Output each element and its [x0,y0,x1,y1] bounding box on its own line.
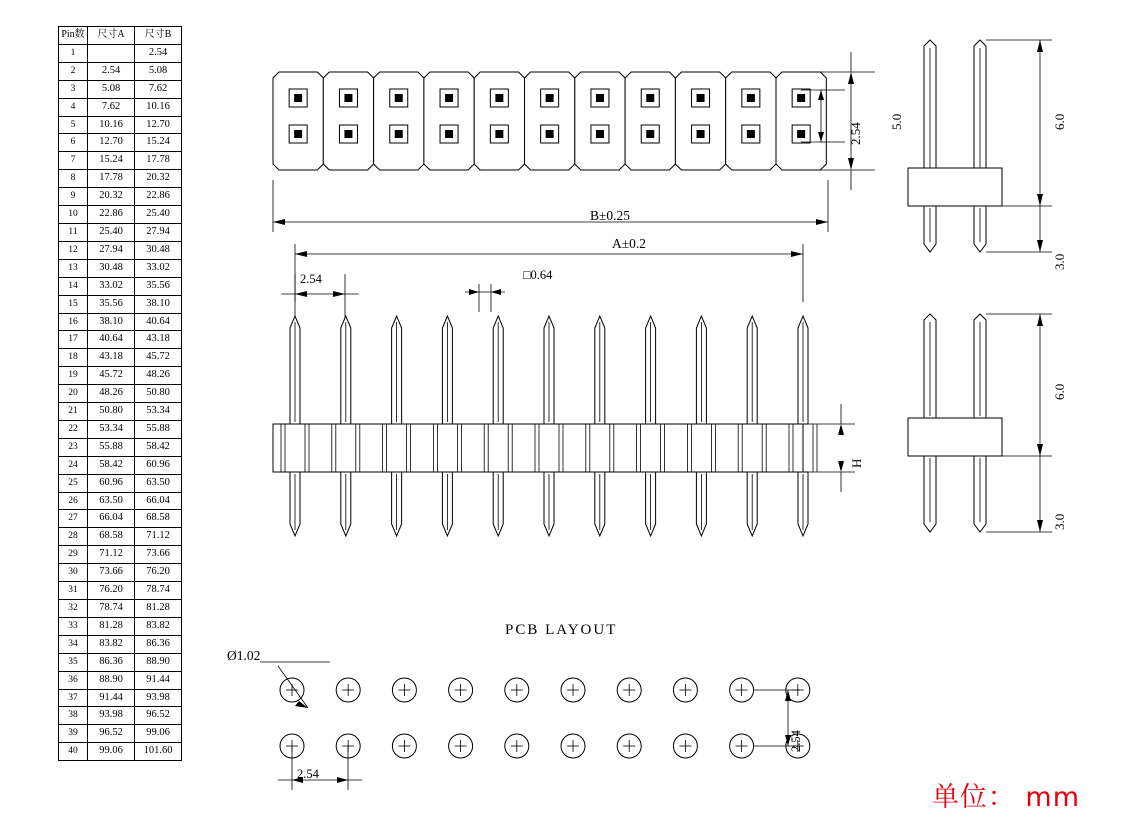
cell-dim-b: 99.06 [135,725,182,743]
pin-dimension-table [58,26,182,761]
cell-dim-a [88,44,135,62]
cell-dim-a: 10.16 [88,116,135,134]
top-view-width-label: 5.0 [889,113,904,130]
cell-pin-count: 24 [59,456,88,474]
table-row [59,313,182,331]
cell-dim-b: 63.50 [135,474,182,492]
table-row [59,277,182,295]
cell-pin-count: 29 [59,546,88,564]
cell-pin-count: 7 [59,152,88,170]
cell-dim-a: 17.78 [88,170,135,188]
cell-pin-count: 10 [59,206,88,224]
unit-note: 单位： mm [931,782,1080,813]
cell-dim-b: 40.64 [135,313,182,331]
cell-pin-count: 12 [59,241,88,259]
table-row [59,725,182,743]
cell-dim-a: 7.62 [88,98,135,116]
cell-dim-a: 66.04 [88,510,135,528]
cell-dim-b: 50.80 [135,385,182,403]
cell-dim-b: 76.20 [135,564,182,582]
cell-dim-a: 68.58 [88,528,135,546]
table-row [59,600,182,618]
cell-pin-count: 22 [59,420,88,438]
cell-pin-count: 6 [59,134,88,152]
table-row [59,44,182,62]
table-row [59,403,182,421]
table-header-row [59,27,182,45]
cell-dim-b: 73.66 [135,546,182,564]
side-top-lower-label: 3.0 [1052,253,1067,270]
pcb-pitch-y-label: 2.54 [789,730,803,752]
cell-dim-b: 30.48 [135,241,182,259]
cell-dim-b: 17.78 [135,152,182,170]
cell-dim-b: 27.94 [135,223,182,241]
cell-pin-count: 16 [59,313,88,331]
side-view-top-drawing [900,28,1100,268]
table-row [59,420,182,438]
cell-dim-a: 93.98 [88,707,135,725]
cell-dim-b: 86.36 [135,635,182,653]
cell-dim-b: 2.54 [135,44,182,62]
cell-pin-count: 17 [59,331,88,349]
front-view-drawing [255,232,875,552]
cell-pin-count: 33 [59,617,88,635]
cell-dim-a: 91.44 [88,689,135,707]
cell-dim-b: 88.90 [135,653,182,671]
pcb-layout-title: PCB LAYOUT [505,622,618,638]
cell-dim-a: 60.96 [88,474,135,492]
cell-dim-a: 45.72 [88,367,135,385]
cell-dim-b: 15.24 [135,134,182,152]
cell-pin-count: 35 [59,653,88,671]
cell-dim-a: 99.06 [88,743,135,761]
cell-pin-count: 37 [59,689,88,707]
cell-dim-a: 15.24 [88,152,135,170]
cell-pin-count: 5 [59,116,88,134]
cell-dim-b: 78.74 [135,582,182,600]
cell-dim-a: 12.70 [88,134,135,152]
cell-dim-a: 78.74 [88,600,135,618]
front-view-pitch-label: 2.54 [300,272,322,286]
cell-dim-a: 25.40 [88,223,135,241]
cell-dim-a: 2.54 [88,62,135,80]
cell-dim-a: 20.32 [88,188,135,206]
table-row [59,671,182,689]
cell-dim-a: 27.94 [88,241,135,259]
cell-pin-count: 20 [59,385,88,403]
cell-dim-a: 86.36 [88,653,135,671]
cell-pin-count: 15 [59,295,88,313]
side-bottom-upper-label: 6.0 [1052,383,1067,400]
table-row [59,80,182,98]
front-view-height-label: H [849,458,864,468]
table-row [59,438,182,456]
table-row [59,492,182,510]
table-row [59,510,182,528]
cell-dim-a: 81.28 [88,617,135,635]
pcb-layout-drawing [230,648,830,808]
cell-pin-count: 25 [59,474,88,492]
top-view-pitch-label: 2.54 [848,122,863,145]
table-header-dim-b: 尺寸B [135,27,182,45]
cell-dim-a: 83.82 [88,635,135,653]
cell-dim-a: 55.88 [88,438,135,456]
table-row [59,456,182,474]
table-row [59,546,182,564]
cell-pin-count: 4 [59,98,88,116]
cell-pin-count: 9 [59,188,88,206]
table-row [59,689,182,707]
cell-pin-count: 11 [59,223,88,241]
cell-dim-b: 5.08 [135,62,182,80]
cell-dim-b: 43.18 [135,331,182,349]
table-row [59,635,182,653]
cell-dim-b: 83.82 [135,617,182,635]
cell-dim-a: 38.10 [88,313,135,331]
table-row [59,223,182,241]
cell-dim-a: 96.52 [88,725,135,743]
cell-dim-a: 76.20 [88,582,135,600]
pcb-pitch-x-label: 2.54 [297,767,319,781]
cell-dim-b: 35.56 [135,277,182,295]
cell-dim-b: 22.86 [135,188,182,206]
table-row [59,617,182,635]
top-view-drawing [255,32,875,232]
table-row [59,206,182,224]
cell-dim-a: 50.80 [88,403,135,421]
cell-dim-b: 12.70 [135,116,182,134]
cell-dim-a: 48.26 [88,385,135,403]
table-row [59,62,182,80]
cell-dim-a: 53.34 [88,420,135,438]
cell-dim-b: 38.10 [135,295,182,313]
cell-dim-a: 5.08 [88,80,135,98]
table-row [59,188,182,206]
cell-dim-b: 45.72 [135,349,182,367]
table-row [59,385,182,403]
cell-dim-b: 48.26 [135,367,182,385]
cell-pin-count: 1 [59,44,88,62]
cell-dim-b: 55.88 [135,420,182,438]
cell-pin-count: 40 [59,743,88,761]
cell-dim-a: 88.90 [88,671,135,689]
table-row [59,295,182,313]
cell-dim-a: 22.86 [88,206,135,224]
side-top-upper-label: 6.0 [1052,113,1067,130]
cell-dim-b: 25.40 [135,206,182,224]
front-view-overall-label: A±0.2 [612,236,647,251]
cell-pin-count: 13 [59,259,88,277]
cell-dim-a: 40.64 [88,331,135,349]
front-view-pin-square-label: □0.64 [523,268,553,282]
table-row [59,170,182,188]
cell-dim-a: 43.18 [88,349,135,367]
cell-pin-count: 3 [59,80,88,98]
cell-pin-count: 38 [59,707,88,725]
cell-dim-b: 81.28 [135,600,182,618]
cell-dim-a: 30.48 [88,259,135,277]
table-row [59,116,182,134]
cell-pin-count: 21 [59,403,88,421]
table-row [59,152,182,170]
pcb-hole-diameter-label: Ø1.02 [227,648,261,663]
cell-dim-b: 93.98 [135,689,182,707]
table-row [59,331,182,349]
cell-dim-b: 66.04 [135,492,182,510]
cell-pin-count: 39 [59,725,88,743]
cell-dim-a: 63.50 [88,492,135,510]
table-header-pin: Pin数 [59,27,88,45]
table-row [59,349,182,367]
cell-dim-a: 58.42 [88,456,135,474]
cell-dim-b: 96.52 [135,707,182,725]
table-row [59,241,182,259]
cell-dim-b: 91.44 [135,671,182,689]
cell-dim-b: 10.16 [135,98,182,116]
cell-dim-a: 35.56 [88,295,135,313]
table-row [59,134,182,152]
top-view-overall-label: B±0.25 [590,208,631,223]
table-row [59,367,182,385]
table-row [59,474,182,492]
cell-dim-a: 71.12 [88,546,135,564]
cell-dim-b: 68.58 [135,510,182,528]
cell-pin-count: 19 [59,367,88,385]
cell-dim-b: 58.42 [135,438,182,456]
cell-pin-count: 28 [59,528,88,546]
cell-pin-count: 30 [59,564,88,582]
side-view-bottom-drawing [900,300,1100,560]
cell-pin-count: 23 [59,438,88,456]
cell-dim-b: 20.32 [135,170,182,188]
table-row [59,707,182,725]
cell-pin-count: 34 [59,635,88,653]
cell-pin-count: 26 [59,492,88,510]
cell-dim-b: 71.12 [135,528,182,546]
cell-dim-a: 33.02 [88,277,135,295]
cell-dim-b: 53.34 [135,403,182,421]
cell-dim-b: 101.60 [135,743,182,761]
table-row [59,582,182,600]
cell-pin-count: 31 [59,582,88,600]
cell-pin-count: 2 [59,62,88,80]
cell-pin-count: 18 [59,349,88,367]
cell-pin-count: 8 [59,170,88,188]
cell-pin-count: 14 [59,277,88,295]
table-row [59,564,182,582]
cell-dim-b: 7.62 [135,80,182,98]
cell-dim-b: 33.02 [135,259,182,277]
side-bottom-lower-label: 3.0 [1052,513,1067,530]
table-row [59,259,182,277]
table-row [59,653,182,671]
table-row [59,528,182,546]
cell-dim-a: 73.66 [88,564,135,582]
cell-pin-count: 27 [59,510,88,528]
table-header-dim-a: 尺寸A [88,27,135,45]
cell-pin-count: 32 [59,600,88,618]
table-row [59,98,182,116]
cell-dim-b: 60.96 [135,456,182,474]
cell-pin-count: 36 [59,671,88,689]
table-row [59,743,182,761]
